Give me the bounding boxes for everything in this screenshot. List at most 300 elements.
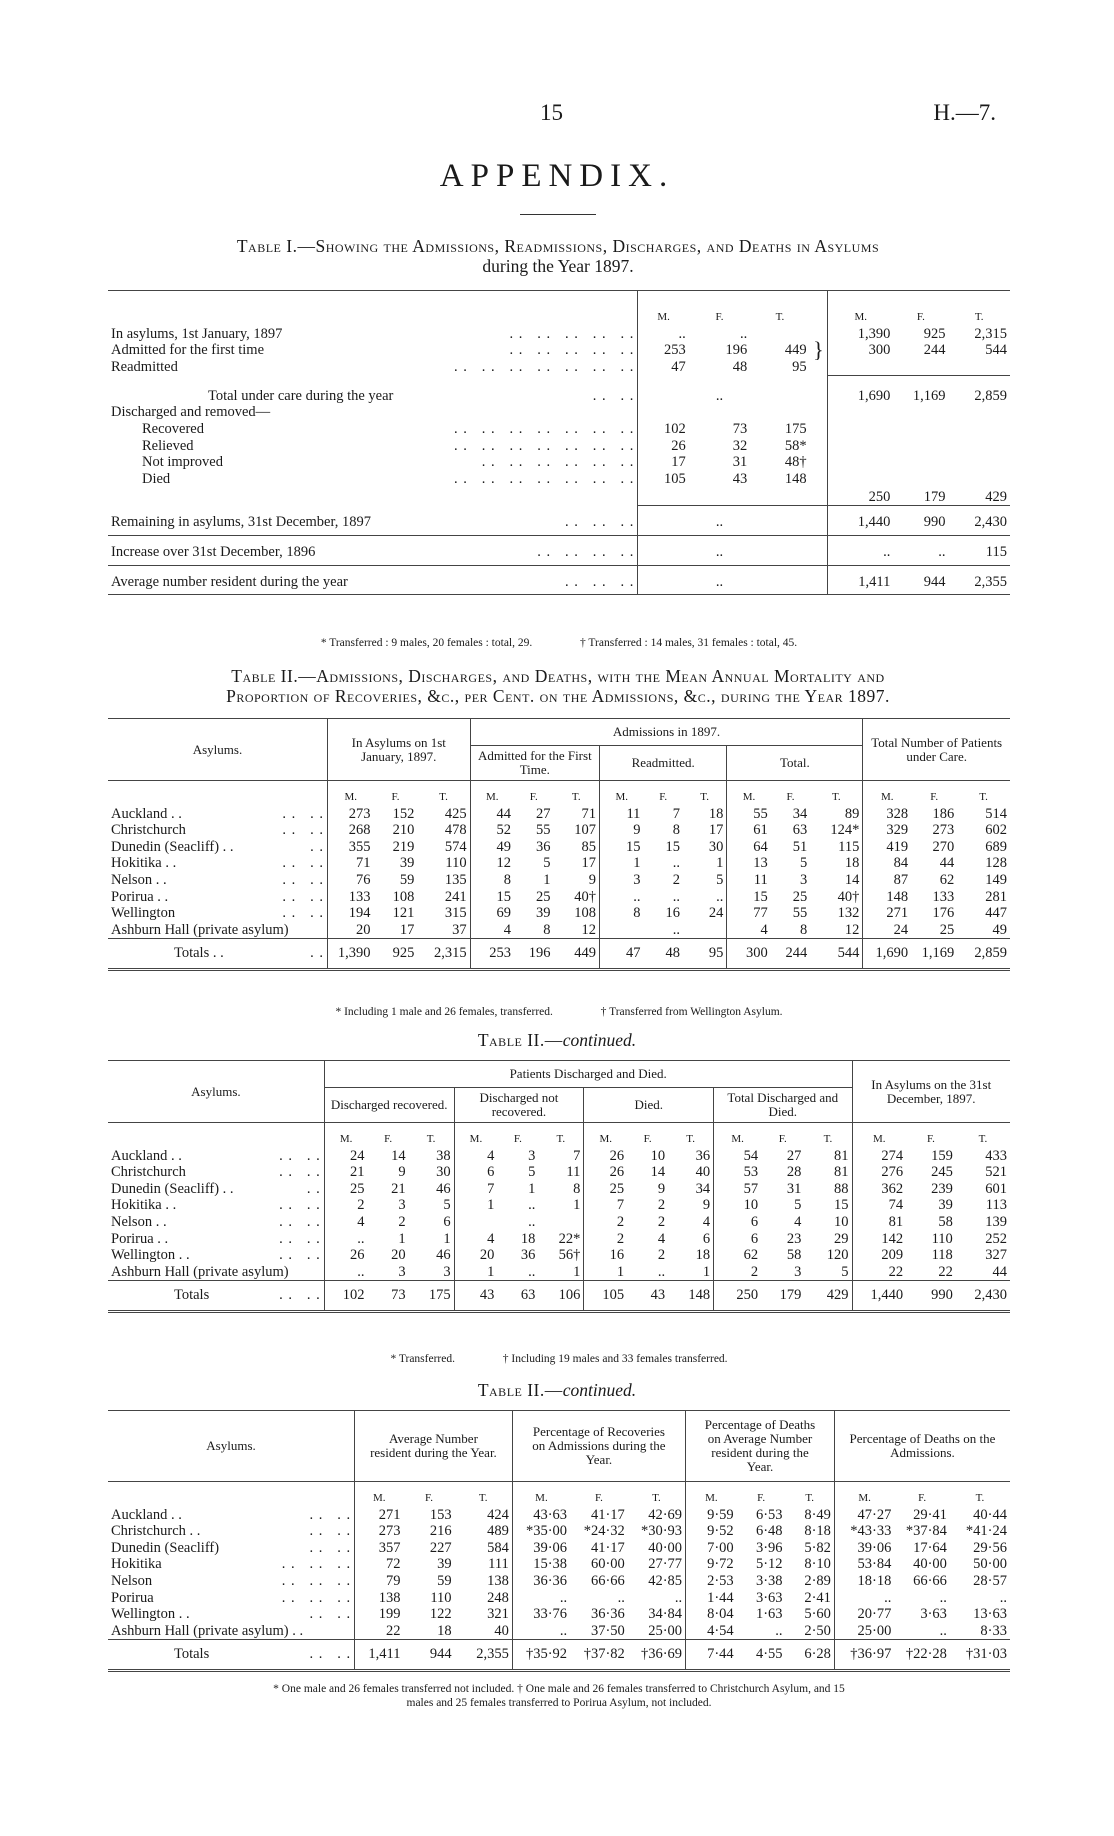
value-cell: 30 <box>708 838 724 855</box>
value-cell: 1 <box>600 855 644 872</box>
row-label-text: Increase over 31st December, 1896 <box>111 544 316 561</box>
value-cell: 24 <box>863 922 911 939</box>
value-cell: 6·53 <box>755 1506 783 1523</box>
value-cell: 1 <box>528 1180 536 1197</box>
total-cell: 6·28 <box>786 1640 835 1671</box>
total-cell: †36·97 <box>834 1640 894 1671</box>
value-cell: 121 <box>392 905 415 922</box>
total-cell: 1,411 <box>355 1640 404 1671</box>
value-cell: 3·96 <box>755 1539 783 1556</box>
value-cell: 179 <box>893 471 948 506</box>
value-cell: 176 <box>932 905 955 922</box>
value-cell: 245 <box>931 1164 953 1181</box>
mft-label: M. <box>324 1123 367 1148</box>
asylum-name <box>108 1197 324 1214</box>
value-cell: 8·04 <box>686 1606 737 1623</box>
leader-dots: . . . . <box>279 1247 321 1264</box>
asylum-name <box>108 1540 355 1557</box>
value-cell: 142 <box>852 1231 906 1248</box>
value-cell: 478 <box>444 822 467 839</box>
table1-note-1: * Transferred : 9 males, 20 females : total, 29. <box>320 637 533 649</box>
total-cell: †31·03 <box>950 1640 1010 1671</box>
value-cell: 6 <box>714 1231 762 1248</box>
value-cell <box>893 454 948 471</box>
value-cell: 40 <box>455 1623 513 1640</box>
value-cell: 1 <box>398 1230 406 1247</box>
asylum-name-text: Hokitika . . <box>111 855 177 872</box>
value-cell: 6 <box>454 1164 497 1181</box>
value-cell: 199 <box>355 1606 404 1623</box>
value-cell: 273 <box>327 806 373 823</box>
leader-dots: . . . . . . <box>565 514 635 531</box>
row-label <box>108 359 638 376</box>
value-cell: 544 <box>985 342 1007 359</box>
value-cell: 7 <box>672 805 680 822</box>
asylum-name-text: Dunedin (Seacliff) . . <box>111 838 234 855</box>
value-cell: 1 <box>538 1264 583 1281</box>
value-cell <box>538 1214 583 1231</box>
value-cell: 29·56 <box>973 1539 1007 1556</box>
table3-row <box>108 1164 1010 1181</box>
deaths-avg-pct-header: Percentage of Deaths on Average Number resident during the Year. <box>686 1411 835 1482</box>
value-cell: 41·17 <box>590 1506 625 1523</box>
value-cell: .. <box>689 506 750 536</box>
value-cell: 153 <box>429 1506 452 1523</box>
value-cell <box>600 922 644 939</box>
empty-cell <box>108 781 327 806</box>
mft-label: T. <box>957 781 1010 806</box>
value-cell: 9 <box>657 1180 666 1197</box>
value-cell: 25·00 <box>834 1623 894 1640</box>
value-cell: 5 <box>443 1197 451 1214</box>
mft-label: F. <box>737 1482 786 1507</box>
value-cell: 37·50 <box>570 1623 628 1640</box>
leader-dots: . . . . <box>282 905 324 922</box>
value-cell: 2 <box>657 1247 666 1264</box>
value-cell: 18·18 <box>834 1573 894 1590</box>
value-cell: 274 <box>852 1148 906 1165</box>
total-cell: 148 <box>668 1281 713 1312</box>
row-label-text: Readmitted <box>111 358 178 375</box>
value-cell: 22* <box>558 1230 581 1247</box>
value-cell: 55 <box>727 806 771 823</box>
mft-label: M. <box>834 1482 894 1507</box>
table3-row <box>108 1148 1010 1165</box>
patients-discharged-header: Patients Discharged and Died. <box>324 1061 852 1088</box>
asylum-name-text: Christchurch <box>111 822 186 839</box>
value-cell: 133 <box>932 888 955 905</box>
value-cell: 148 <box>863 889 911 906</box>
table1-note-2: † Transferred : 14 males, 31 females : total, 45. <box>580 637 798 649</box>
mft-label: T. <box>409 1123 454 1148</box>
table1-title-line1: Table I.—Showing the Admissions, Readmissions, Discharges, and Deaths in Asylums <box>236 236 880 256</box>
value-cell: 12 <box>553 922 599 939</box>
admissions-header: Admissions in 1897. <box>470 719 863 746</box>
value-cell: 51 <box>792 838 808 855</box>
value-cell: .. <box>617 1589 625 1606</box>
total-cell: †22·28 <box>894 1640 950 1671</box>
totals-label <box>108 939 327 970</box>
value-cell: 10 <box>650 1147 666 1164</box>
value-cell: 252 <box>985 1230 1007 1247</box>
table3-mft-row <box>108 1123 1010 1148</box>
table4-footnotes <box>108 1682 1010 1710</box>
leader-dots: . . . . <box>279 1213 321 1230</box>
table4-row <box>108 1606 1010 1623</box>
mft-label: M. <box>600 781 644 806</box>
total-cell: 944 <box>403 1640 454 1671</box>
value-cell: 21 <box>391 1180 406 1197</box>
table3-footnotes <box>108 1352 1010 1366</box>
asylum-name-text: Nelson . . <box>111 871 167 888</box>
value-cell: 55 <box>792 905 808 922</box>
value-cell: 108 <box>574 905 597 922</box>
total-cell: 2,430 <box>956 1281 1010 1312</box>
value-cell: .. <box>740 325 748 342</box>
table3-totals-row <box>108 1281 1010 1312</box>
row-label <box>108 454 638 471</box>
table2-note-1: * Including 1 male and 26 females, transferred. <box>335 1006 553 1018</box>
asylum-name <box>108 1507 355 1524</box>
table2-row <box>108 855 1010 872</box>
value-cell: 3 <box>799 871 808 888</box>
asylum-name <box>108 1247 324 1264</box>
asylum-name-text: Dunedin (Seacliff) <box>111 1539 220 1556</box>
table1-row <box>108 565 1010 595</box>
value-cell: 18 <box>844 855 860 872</box>
value-cell: .. <box>324 1231 367 1248</box>
value-cell: 2 <box>398 1213 406 1230</box>
value-cell: 88 <box>834 1180 849 1197</box>
table1-row <box>108 359 1010 376</box>
table4-header-row <box>108 1411 1010 1482</box>
value-cell: 8·18 <box>804 1523 831 1540</box>
value-cell: 355 <box>327 839 373 856</box>
row-label-text: Average number resident during the year <box>111 573 348 590</box>
leader-dots: . . <box>310 945 324 962</box>
value-cell: 44 <box>939 855 955 872</box>
value-cell: 2 <box>324 1197 367 1214</box>
value-cell: 14 <box>650 1164 666 1181</box>
value-cell: 5 <box>543 855 551 872</box>
value-cell <box>750 536 809 566</box>
totals-label <box>108 1640 355 1671</box>
brace-cell <box>810 454 828 471</box>
value-cell: 4 <box>470 922 514 939</box>
page-number: 15 <box>540 100 563 125</box>
value-cell: 175 <box>784 421 807 438</box>
asylum-name <box>108 806 327 823</box>
value-cell: 36·36 <box>512 1573 570 1590</box>
total-cell: 1,390 <box>327 939 373 970</box>
value-cell: 77 <box>727 905 771 922</box>
value-cell: 36 <box>695 1147 711 1164</box>
discharged-not-recovered-header: Discharged not recovered. <box>454 1088 584 1123</box>
value-cell: 2·89 <box>804 1572 831 1589</box>
value-cell: 3·63 <box>755 1589 783 1606</box>
table3-row <box>108 1231 1010 1248</box>
value-cell: 3 <box>398 1197 406 1214</box>
total-cell: 106 <box>538 1281 583 1312</box>
value-cell: 227 <box>429 1539 452 1556</box>
value-cell: 601 <box>985 1180 1007 1197</box>
row-label-text: Recovered <box>142 421 204 438</box>
table3-row <box>108 1181 1010 1198</box>
value-cell: 24 <box>708 905 724 922</box>
value-cell: 39 <box>535 905 551 922</box>
value-cell: 2 <box>584 1214 627 1231</box>
value-cell: 40 <box>695 1164 711 1181</box>
value-cell: 60·00 <box>590 1556 625 1573</box>
value-cell: 3 <box>600 872 644 889</box>
value-cell <box>638 375 689 404</box>
total-cell: 244 <box>771 939 811 970</box>
value-cell: 2 <box>657 1197 666 1214</box>
value-cell: 8·49 <box>804 1506 831 1523</box>
value-cell: 8 <box>771 922 811 939</box>
row-label-text: In asylums, 1st January, 1897 <box>111 325 283 342</box>
asylum-name <box>108 839 327 856</box>
leader-dots: . . . . <box>279 1164 321 1181</box>
mft-label: F. <box>911 781 957 806</box>
asylum-name-text: Porirua . . <box>111 1230 169 1247</box>
value-cell: 9·59 <box>686 1507 737 1524</box>
value-cell: 58* <box>784 437 807 454</box>
value-cell: 26 <box>584 1148 627 1165</box>
value-cell: .. <box>672 855 680 872</box>
value-cell: 81 <box>834 1164 849 1181</box>
value-cell: 4·54 <box>686 1623 737 1640</box>
value-cell: 357 <box>355 1540 404 1557</box>
value-cell: 1,690 <box>828 375 894 404</box>
table2-row <box>108 839 1010 856</box>
value-cell: .. <box>737 1623 786 1640</box>
value-cell: 8 <box>573 1180 581 1197</box>
table3-row <box>108 1247 1010 1264</box>
value-cell: 115 <box>838 838 860 855</box>
totals-label-text: Totals . . <box>174 945 224 962</box>
value-cell: 111 <box>488 1556 509 1573</box>
table2-row <box>108 806 1010 823</box>
value-cell: 29·41 <box>913 1506 947 1523</box>
value-cell: 49 <box>470 839 514 856</box>
value-cell: 40·00 <box>913 1556 947 1573</box>
mft-label: F. <box>627 1123 668 1148</box>
value-cell: 31 <box>786 1180 802 1197</box>
value-cell <box>828 438 894 455</box>
value-cell: 210 <box>392 822 415 839</box>
value-cell: 990 <box>893 506 948 536</box>
value-cell: 28·57 <box>973 1572 1007 1589</box>
value-cell <box>948 454 1010 471</box>
value-cell: 2·50 <box>786 1623 835 1640</box>
total-cell: 1,440 <box>852 1281 906 1312</box>
leader-dots: . . . . <box>279 1287 321 1304</box>
total-cell: 48 <box>643 939 683 970</box>
value-cell: 110 <box>430 1589 452 1606</box>
mft-label: T. <box>553 781 599 806</box>
value-cell: 8 <box>600 905 644 922</box>
value-cell: 13 <box>727 855 771 872</box>
leader-dots: . . . . <box>282 822 324 839</box>
value-cell: 248 <box>487 1589 509 1606</box>
value-cell: 24 <box>324 1148 367 1165</box>
value-cell: 39·06 <box>512 1540 570 1557</box>
value-cell: 273 <box>932 822 955 839</box>
total-cell: 300 <box>727 939 771 970</box>
asylum-name-text: Nelson . . <box>111 1213 167 1230</box>
value-cell: 2,355 <box>948 565 1010 595</box>
value-cell: 2,315 <box>974 325 1007 342</box>
value-cell: 17·64 <box>913 1539 947 1556</box>
value-cell: 25 <box>535 888 551 905</box>
value-cell: 138 <box>487 1572 509 1589</box>
value-cell: 36 <box>520 1247 536 1264</box>
value-cell: 5 <box>716 871 724 888</box>
brace-cell <box>810 536 828 566</box>
asylum-name-text: Hokitika <box>111 1556 162 1573</box>
value-cell: 17 <box>374 922 418 939</box>
value-cell: 17 <box>638 454 689 471</box>
value-cell: 41·17 <box>590 1539 625 1556</box>
value-cell: .. <box>528 1197 536 1214</box>
leader-dots: . . . . . . . . . . . . <box>481 454 635 471</box>
table2-mft-row <box>108 781 1010 806</box>
value-cell <box>828 404 894 421</box>
mft-label: F. <box>368 1123 409 1148</box>
value-cell: 34·84 <box>648 1606 683 1623</box>
value-cell: 40† <box>574 888 597 905</box>
value-cell: .. <box>497 1264 538 1281</box>
value-cell: 110 <box>931 1230 953 1247</box>
asylum-name <box>108 1523 355 1540</box>
value-cell: 17 <box>581 855 597 872</box>
mft-label: M. <box>470 781 514 806</box>
value-cell: 84 <box>863 855 911 872</box>
brace-cell <box>810 565 828 595</box>
value-cell <box>828 454 894 471</box>
asylums-header: Asylums. <box>108 1061 324 1123</box>
value-cell: 66·66 <box>913 1572 947 1589</box>
value-cell: 276 <box>852 1164 906 1181</box>
brace-cell <box>810 506 828 536</box>
mft-label: M. <box>863 781 911 806</box>
value-cell: 16 <box>584 1247 627 1264</box>
total-cell: 1,169 <box>911 939 957 970</box>
value-cell: 5 <box>794 1197 802 1214</box>
value-cell: 1 <box>443 1230 451 1247</box>
row-label <box>108 326 638 343</box>
table2-totals-row <box>108 939 1010 970</box>
value-cell: 329 <box>863 822 911 839</box>
value-cell: 85 <box>581 838 597 855</box>
total-cell: 250 <box>714 1281 762 1312</box>
asylum-name <box>108 905 327 922</box>
table2-row <box>108 905 1010 922</box>
value-cell: .. <box>643 922 683 939</box>
value-cell: 46 <box>436 1180 451 1197</box>
table3-row <box>108 1214 1010 1231</box>
value-cell: 115 <box>948 536 1010 566</box>
asylum-name <box>108 1556 355 1573</box>
value-cell: 9·52 <box>686 1523 737 1540</box>
value-cell: 159 <box>931 1147 953 1164</box>
value-cell: 8 <box>470 872 514 889</box>
value-cell: 15 <box>600 839 644 856</box>
table2-row <box>108 872 1010 889</box>
table2-title-line1: Table II.—Admissions, Discharges, and Deaths, with the Mean Annual Mortality and <box>231 666 885 686</box>
mft-label: M. <box>584 1123 627 1148</box>
value-cell: .. <box>528 1213 536 1230</box>
value-cell: 4 <box>324 1214 367 1231</box>
value-cell: 102 <box>638 421 689 438</box>
value-cell: 21 <box>324 1164 367 1181</box>
leader-dots: . . . . <box>282 855 324 872</box>
value-cell: 3·63 <box>920 1606 947 1623</box>
mft-label: M. <box>512 1482 570 1507</box>
value-cell: 6 <box>443 1213 451 1230</box>
row-label-text: Remaining in asylums, 31st December, 1897 <box>111 514 371 531</box>
value-cell: 1·44 <box>686 1590 737 1607</box>
value-cell: 108 <box>392 888 415 905</box>
brace-cell <box>810 471 828 506</box>
mft-label: F. <box>771 781 811 806</box>
value-cell: 449 <box>784 342 807 359</box>
value-cell: 7·00 <box>686 1540 737 1557</box>
value-cell: 219 <box>392 838 415 855</box>
value-cell: 113 <box>985 1197 1007 1214</box>
value-cell: 20 <box>454 1247 497 1264</box>
value-cell: 48 <box>732 358 748 375</box>
mft-label: T. <box>417 781 470 806</box>
mft-label: T. <box>455 1482 513 1507</box>
row-label <box>108 404 638 421</box>
table4-row <box>108 1623 1010 1640</box>
recoveries-pct-header: Percentage of Recoveries on Admissions during the Year. <box>512 1411 685 1482</box>
value-cell: 44 <box>956 1264 1010 1281</box>
row-label <box>108 342 638 359</box>
value-cell: 2 <box>714 1264 762 1281</box>
value-cell: 5·60 <box>804 1606 831 1623</box>
total-cell: 47 <box>600 939 644 970</box>
table1-row <box>108 375 1010 404</box>
value-cell: 47·27 <box>834 1507 894 1524</box>
value-cell: 1,411 <box>828 565 894 595</box>
value-cell: 433 <box>985 1147 1007 1164</box>
value-cell: 64 <box>727 839 771 856</box>
value-cell: 1 <box>573 1197 581 1214</box>
value-cell: 13·63 <box>973 1606 1007 1623</box>
table3-row <box>108 1197 1010 1214</box>
asylum-name <box>108 1214 324 1231</box>
value-cell <box>638 536 689 566</box>
value-cell: 6·48 <box>755 1523 783 1540</box>
value-cell: 59 <box>399 871 415 888</box>
table4-row <box>108 1523 1010 1540</box>
leader-dots: . . . . . . . . . . <box>509 342 635 359</box>
value-cell: 1,169 <box>912 387 946 404</box>
row-label-text: Not improved <box>142 454 223 471</box>
value-cell: 5 <box>528 1164 536 1181</box>
value-cell: 48† <box>784 454 807 471</box>
mft-label: T. <box>804 1123 852 1148</box>
value-cell: 5·82 <box>804 1539 831 1556</box>
value-cell: 62 <box>714 1247 762 1264</box>
value-cell: .. <box>512 1623 570 1640</box>
value-cell: 3 <box>368 1264 409 1281</box>
table1-row <box>108 506 1010 536</box>
value-cell: .. <box>939 1589 947 1606</box>
